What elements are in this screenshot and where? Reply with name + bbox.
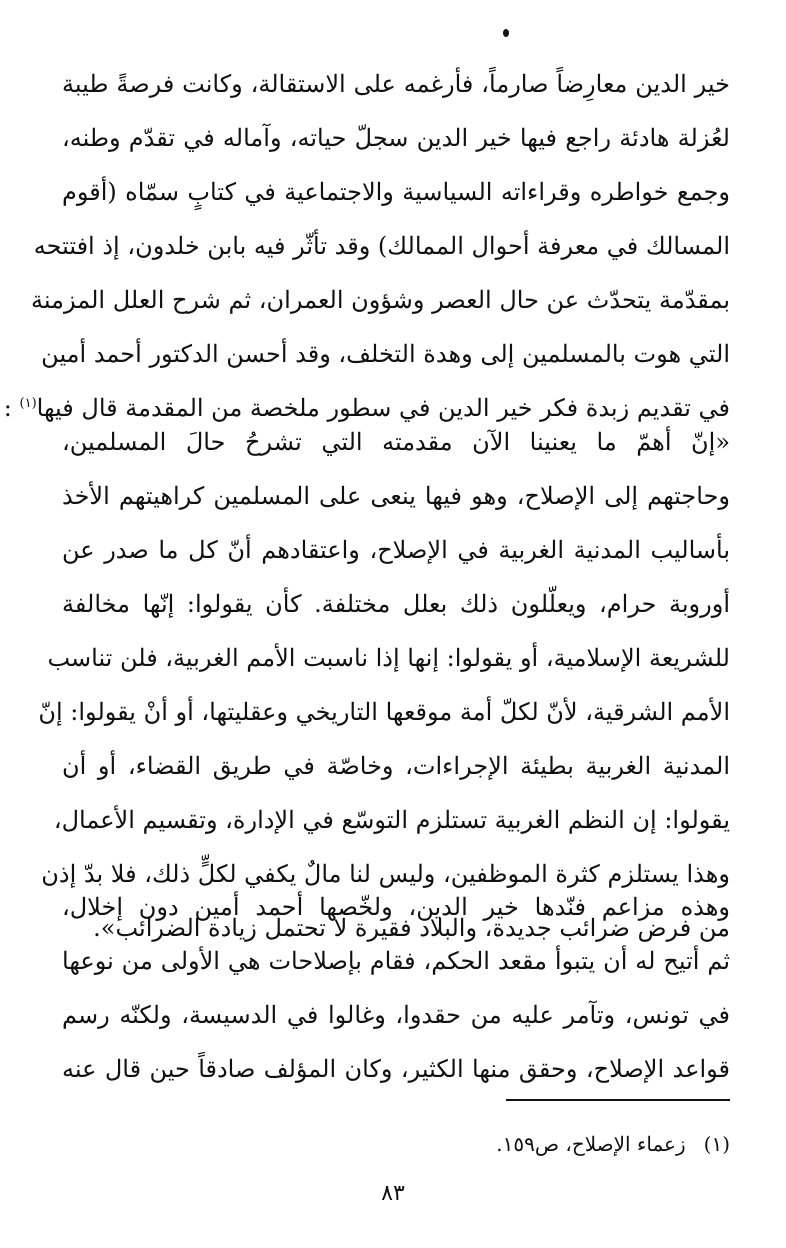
text-line: ثم أتيح له أن يتبوأ مقعد الحكم، فقام بإصلاحات هي الأولى من نوعها — [62, 947, 730, 975]
footnote-reference: (١) — [19, 396, 37, 411]
text-line: أوروبة حرام، ويعلّلون ذلك بعلل مختلفة. كأن يقولوا: إنّها مخالفة — [62, 590, 730, 618]
text-line: في تونس، وتآمر عليه من حقدوا، وغالوا في الدسيسة، ولكنّه رسم — [62, 1001, 730, 1029]
text-line: وجمع خواطره وقراءاته السياسية والاجتماعية في كتابٍ سمّاه (أقوم — [62, 178, 730, 206]
text-line: بأساليب المدنية الغربية في الإصلاح، واعتقادهم أنّ كل ما صدر عن — [62, 536, 730, 564]
text-line: بمقدّمة يتحدّث عن حال العصر وشؤون العمران، ثم شرح العلل المزمنة — [31, 286, 730, 314]
text-line: من فرض ضرائب جديدة، والبلاد فقيرة لا تحتمل زيادة الضرائب». — [93, 914, 730, 942]
text-line: قواعد الإصلاح، وحقق منها الكثير، وكان المؤلف صادقاً حين قال عنه — [62, 1055, 730, 1083]
text-line-content: في تقديم زبدة فكر خير الدين في سطور ملخصة من المقدمة قال فيها — [36, 394, 730, 422]
text-line: خير الدين معارِضاً صارماً، فأرغمه على الاستقالة، وكانت فرصةً طيبة — [62, 70, 730, 98]
text-line: يقولوا: إن النظم الغربية تستلزم التوسّع في الإدارة، وتقسيم الأعمال، — [53, 806, 730, 834]
text-line: المسالك في معرفة أحوال الممالك) وقد تأثّر فيه بابن خلدون، إذ افتتحه — [33, 232, 730, 260]
text-line: «إنّ أهمّ ما يعنينا الآن مقدمته التي تشرحُ حالَ المسلمين، — [62, 428, 730, 456]
text-line: لعُزلة هادئة راجع فيها خير الدين سجلّ حياته، وآماله في تقدّم وطنه، — [62, 124, 730, 152]
text-line: الأمم الشرقية، لأنّ لكلّ أمة موقعها التاريخي وعقليتها، أو أنْ يقولوا: إنّ — [38, 698, 730, 726]
footnote-number: (١) — [703, 1132, 730, 1156]
page-number: ٨٣ — [381, 1181, 405, 1206]
paragraph-3 — [62, 880, 730, 1096]
footnote-divider — [506, 1099, 730, 1101]
footnote — [360, 1127, 730, 1161]
paragraph-1 — [3, 57, 730, 435]
footnote-text: زعماء الإصلاح، ص١٥٩. — [496, 1132, 686, 1156]
text-line: وهذه مزاعم فنّدها خير الدين، ولخّصها أحمد أمين دون إخلال، — [62, 893, 730, 921]
text-line: وحاجتهم إلى الإصلاح، وهو فيها ينعى على المسلمين كراهيتهم الأخذ — [62, 482, 730, 510]
text-line: المدنية الغربية بطيئة الإجراءات، وخاصّة في طريق القضاء، أو أن — [62, 752, 730, 780]
text-line: للشريعة الإسلامية، أو يقولوا: إنها إذا ناسبت الأمم الغربية، فلن تناسب — [47, 644, 730, 672]
quote-paragraph — [38, 415, 730, 955]
text-line: وهذا يستلزم كثرة الموظفين، وليس لنا مالٌ يكفي لكلٍّ ذلك، فلا بدّ إذن — [41, 860, 730, 888]
colon-mark: : — [3, 394, 12, 422]
ink-dot — [503, 29, 509, 37]
text-line: التي هوت بالمسلمين إلى وهدة التخلف، وقد أحسن الدكتور أحمد أمين — [41, 340, 730, 368]
